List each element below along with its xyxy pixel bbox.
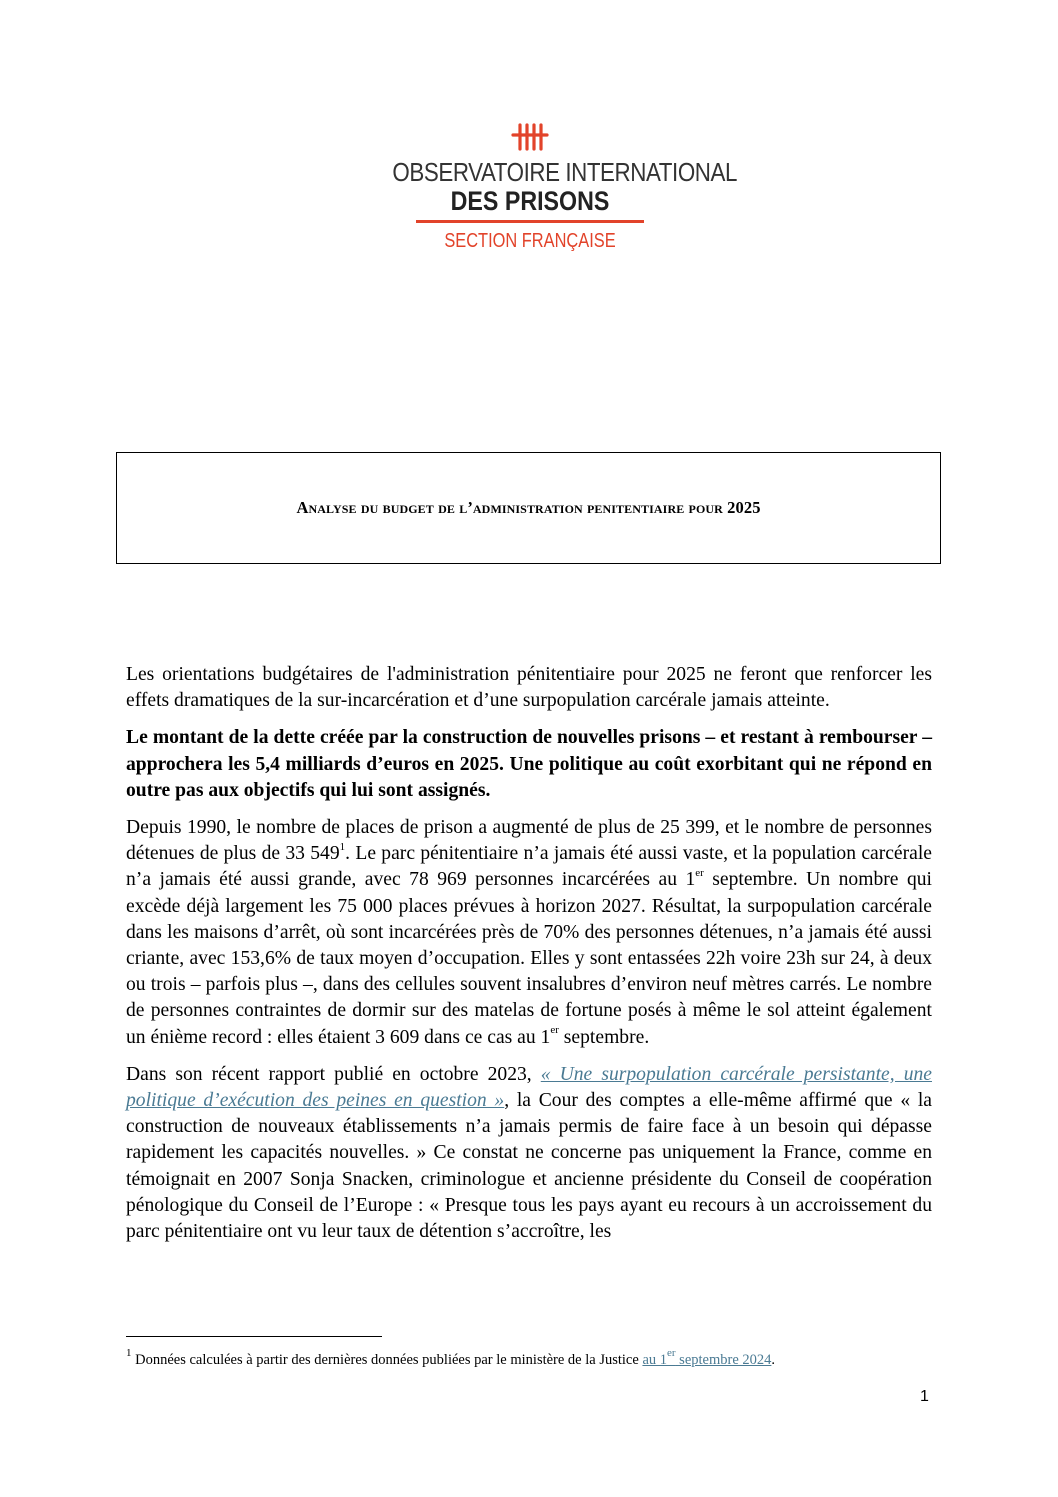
footnote-link-part-2: septembre 2024 xyxy=(675,1352,772,1368)
paragraph-overcrowding-part-1: Depuis 1990, le nombre de places de prison a augmenté de plus de 25 399, et le nombre de personnes détenues de plus de 33 549 xyxy=(126,817,932,865)
oip-logo xyxy=(370,122,737,272)
footnote xyxy=(126,1347,932,1370)
paragraph-ccomptes-part-2: , la Cour des comptes a elle-même affirmé que « la construction de nouveaux établissements n’a jamais permis de faire face à un besoin qui dépasse rapidement les capacités nouvelles. » Ce constat ne concerne pas uniquement la France, comme en témoignait en 2007 Sonja Snacken, criminologue et ancienne présidente du Conseil de coopération pénologique du Conseil de l’Europe : « Presque tous les pays ayant eu recours à un accroissement du parc pénitentiaire ont vu leur taux de détention s’accroître, les xyxy=(126,1090,932,1243)
ordinal-suffix: er xyxy=(695,866,704,879)
tally-marks-icon xyxy=(510,122,550,152)
paragraph-intro: Les orientations budgétaires de l'administration pénitentiaire pour 2025 ne feront que renforcer les effets dramatiques de la sur-incarcération et d’une surpopulation carcérale jamais atteinte. xyxy=(126,664,932,712)
footnote-text: Données calculées à partir des dernières données publiées par le ministère de la Justice xyxy=(131,1352,643,1368)
footnote-link-sup: er xyxy=(667,1347,676,1360)
paragraph-overcrowding-part-3: septembre. Un nombre qui excède déjà largement les 75 000 places prévues à horizon 2027. Résultat, la surpopulation carcérale dans les maisons d’arrêt, où sont incarcérées près de 70% des personnes détenues, n’a jamais été aussi criante, avec 153,6% de taux moyen d’occupation. Elles y sont entassées 22h voire 23h sur 24, à deux ou trois – parfois plus –, dans des cellules souvent insalubres d’environ neuf mètres carrés. Le nombre de personnes contraintes de dormir sur des matelas de fortune posés à même le sol atteint également un énième record : elles étaient 3 609 dans ce cas au 1 xyxy=(126,869,932,1048)
title-box xyxy=(116,452,941,564)
footnote-divider xyxy=(126,1336,382,1337)
footnote-link-part-1: au 1 xyxy=(642,1352,667,1368)
footnote-number: 1 xyxy=(126,1347,132,1360)
document-title: Analyse du budget de l’administration penitentiaire pour 2025 xyxy=(296,498,761,517)
paragraph-overcrowding-part-4: septembre. xyxy=(558,1026,650,1048)
footnote-link[interactable] xyxy=(642,1347,772,1368)
paragraph-overcrowding-part-2: . Le parc pénitentiaire n’a jamais été aussi vaste, et la population carcérale n’a jamais été aussi grande, avec 78 969 personnes incarcérées au 1 xyxy=(126,843,932,891)
logo-divider xyxy=(416,220,644,223)
paragraph-overcrowding xyxy=(126,815,932,1051)
report-link[interactable]: « Une surpopulation carcérale persistante, une politique d’exécution des peines en question » xyxy=(126,1063,932,1112)
document-body xyxy=(126,662,932,1256)
ordinal-suffix: er xyxy=(550,1024,559,1037)
paragraph-cour-des-comptes xyxy=(126,1062,932,1245)
logo-line-3: SECTION FRANÇAISE xyxy=(444,230,616,252)
logo-line-1: OBSERVATOIRE INTERNATIONAL xyxy=(392,157,737,187)
footnote-end: . xyxy=(771,1352,776,1368)
page-number: 1 xyxy=(920,1388,929,1405)
logo-line-2: DES PRISONS xyxy=(450,186,610,216)
paragraph-debt: Le montant de la dette créée par la construction de nouvelles prisons – et restant à rembourser – approchera les 5,4 milliards d’euros en 2025. Une politique au coût exorbitant qui ne répond en outre pas aux objectifs qui lui sont assignés. xyxy=(126,727,932,801)
footnote-ref[interactable]: 1 xyxy=(339,840,346,853)
paragraph-ccomptes-part-1: Dans son récent rapport publié en octobre 2023, xyxy=(126,1063,541,1085)
